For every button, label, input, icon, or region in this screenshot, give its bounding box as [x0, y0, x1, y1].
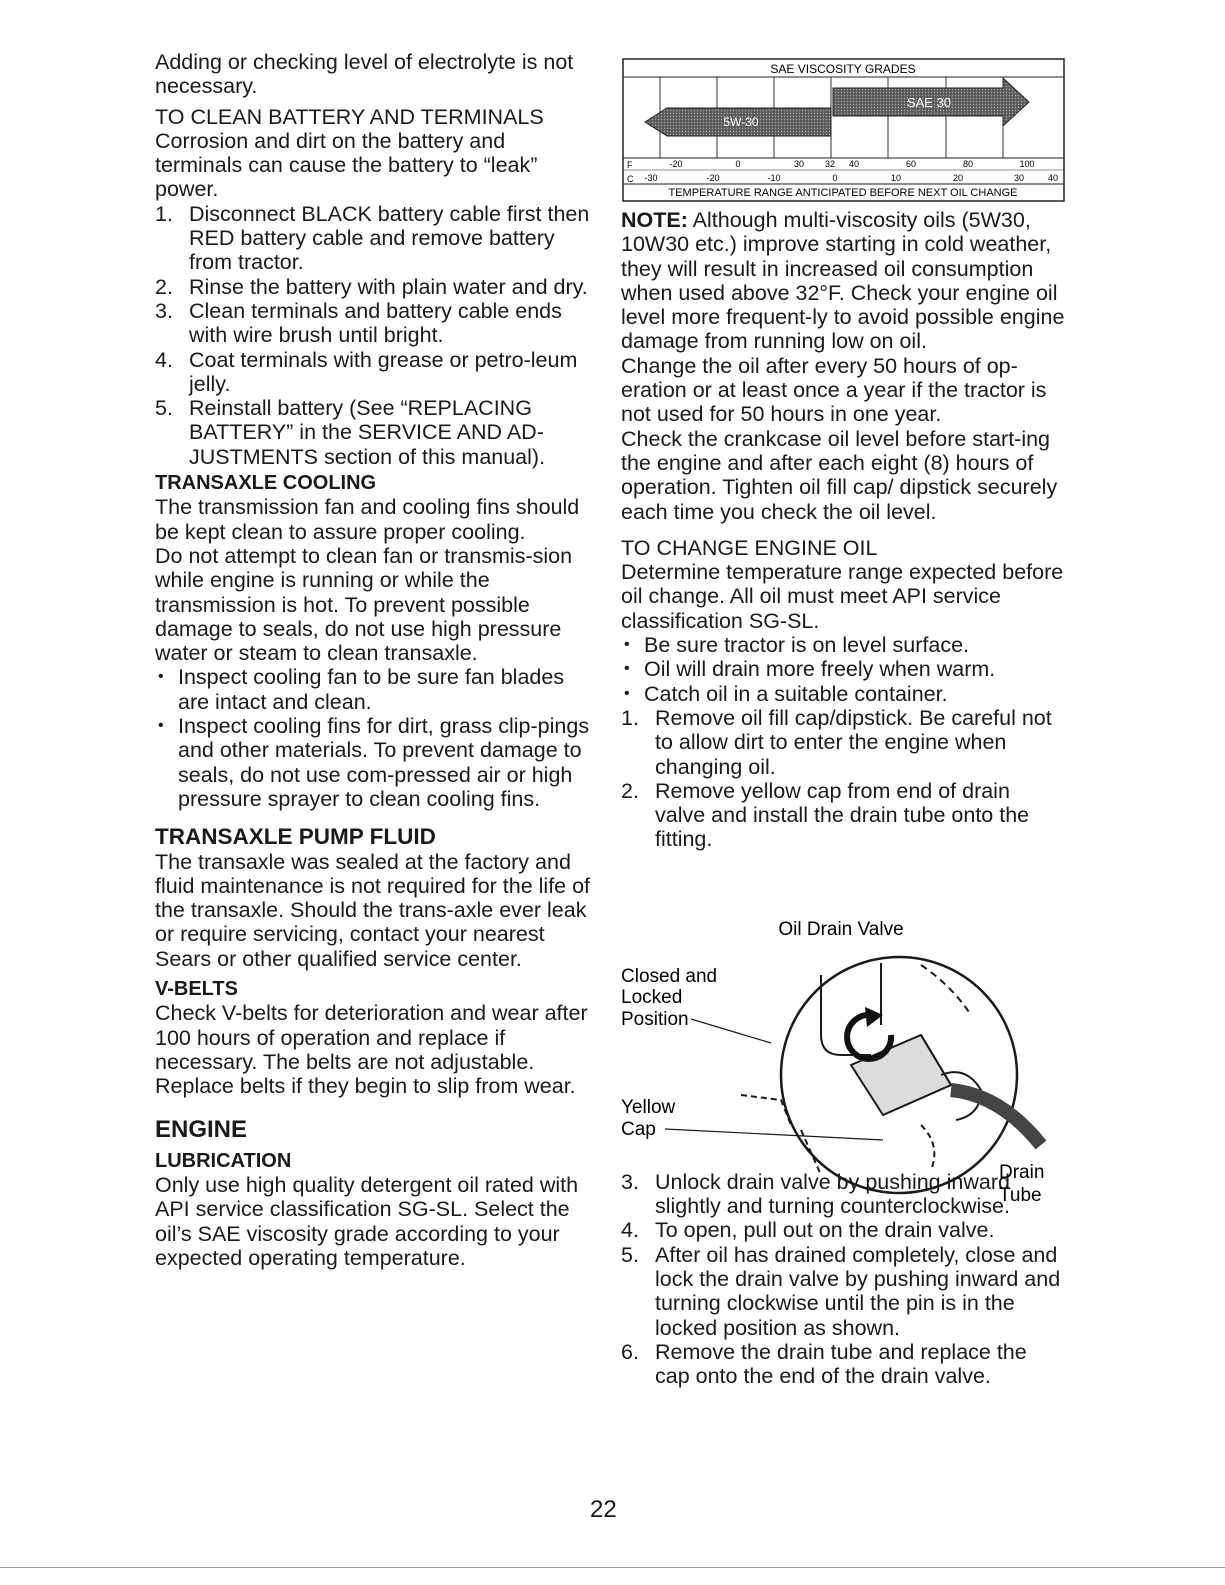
- c-tick: 30: [1013, 173, 1025, 183]
- f-tick: 0: [735, 159, 741, 169]
- label-closed-locked-line2: Locked: [621, 987, 683, 1008]
- list-item: • Be sure tractor is on level surface.: [624, 633, 970, 658]
- f-tick: 60: [905, 159, 917, 169]
- list-item: 5. After oil has drained completely, close and lock the drain valve by pushing inward and turning clockwise until the pin is in the locked position as shown.: [621, 1242, 1061, 1340]
- list-item: 1. Disconnect BLACK battery cable first then RED battery cable and remove battery from tractor.: [155, 201, 590, 275]
- cooling-bullets: [155, 665, 595, 811]
- note-text: Although multi-viscosity oils (5W30, 10W30 etc.) improve starting in cold weather, they will result in increased oil consumption when used above 32°F. Check your engine oil level more frequent-ly to avoid possible engine damage from running low on oil.: [621, 208, 1065, 354]
- note-label: NOTE:: [621, 208, 688, 232]
- f-tick: 100: [1019, 159, 1035, 169]
- list-item: 1. Remove oil fill cap/dipstick. Be careful not to allow dirt to enter the engine when changing oil.: [621, 705, 1052, 779]
- list-item: • Oil will drain more freely when warm.: [624, 657, 996, 682]
- list-item: • Catch oil in a suitable container.: [624, 681, 948, 706]
- bottom-rule: [0, 1567, 1225, 1568]
- engine-heading: ENGINE: [155, 1116, 248, 1144]
- c-tick: -10: [767, 173, 781, 183]
- c-scale-label: C: [627, 174, 634, 184]
- chart-caption: TEMPERATURE RANGE ANTICIPATED BEFORE NEXT OIL CHANGE: [668, 187, 1018, 199]
- f-tick: -20: [669, 159, 683, 169]
- c-tick: 20: [952, 173, 964, 183]
- transaxle-cooling-text: The transmission fan and cooling fins should be kept clean to assure proper cooling.: [155, 495, 580, 544]
- list-item: 3. Unlock drain valve by pushing inward slightly and turning counterclockwise.: [621, 1169, 1010, 1219]
- leader-line-closed: [691, 1019, 771, 1043]
- lubrication-text: Only use high quality detergent oil rated with API service classification SG-SL. Select the oil’s SAE viscosity grade according to your expected operating temperature.: [155, 1173, 579, 1270]
- transaxle-pump-fluid-text: The transaxle was sealed at the factory and fluid maintenance is not required for the life of the transaxle. Should the trans-axle ever leak or require servicing, contact your nearest Sears or other qualified service center.: [155, 849, 591, 971]
- c-tick: -20: [706, 173, 720, 183]
- transaxle-cooling-warning: Do not attempt to clean fan or transmis-sion while engine is running or while the transmission is hot. To prevent possible damage to seals, do not use high pressure water or steam to clean transaxle.: [155, 543, 573, 666]
- transaxle-pump-fluid-heading: TRANSAXLE PUMP FLUID: [155, 824, 436, 850]
- left-column: [155, 50, 595, 1270]
- list-item: 2. Rinse the battery with plain water and dry.: [155, 274, 588, 299]
- list-item: • Inspect cooling fan to be sure fan blades are intact and clean.: [158, 665, 565, 714]
- lubrication-heading: LUBRICATION: [155, 1149, 292, 1172]
- label-drain-tube: Drain: [999, 1162, 1045, 1183]
- label-closed-locked-line3: Position: [621, 1009, 689, 1030]
- list-item: 2. Remove yellow cap from end of drain valve and install the drain tube onto the fitting.: [621, 778, 1030, 852]
- v-belts-text: Check V-belts for deterioration and wear after 100 hours of operation and replace if necessary. The belts are not adjustable. Replace belts if they begin to slip from wear.: [155, 1001, 588, 1099]
- f-tick: 32: [824, 159, 836, 169]
- f-tick: 40: [848, 159, 860, 169]
- leader-line-yellow-cap: [665, 1129, 883, 1140]
- f-tick: 30: [793, 159, 805, 169]
- change-engine-oil-heading: TO CHANGE ENGINE OIL: [621, 535, 878, 560]
- chart-title: SAE VISCOSITY GRADES: [770, 62, 916, 76]
- oil-change-interval-text: Change the oil after every 50 hours of op-eration or at least once a year if the tractor is not used for 50 hours in one year.: [621, 353, 1047, 427]
- c-tick: 40: [1047, 173, 1059, 183]
- diagram-title: Oil Drain Valve: [778, 919, 904, 940]
- c-tick: 0: [832, 173, 838, 183]
- oil-drain-valve-diagram: [621, 915, 1066, 1215]
- electrolyte-intro: Adding or checking level of electrolyte is not necessary.: [155, 50, 574, 99]
- f-scale-label: F: [627, 160, 633, 170]
- list-item: • Inspect cooling fins for dirt, grass clip-pings and other materials. To prevent damage to seals, do not use com-pressed air or high pressure sprayer to clean cooling fins.: [158, 714, 590, 811]
- label-drain-tube-line2: Tube: [999, 1185, 1042, 1206]
- list-item: 4. To open, pull out on the drain valve.: [621, 1218, 995, 1243]
- label-closed-locked: Closed and: [621, 966, 718, 987]
- list-item: 3. Clean terminals and battery cable ends with wire brush until bright.: [155, 298, 562, 348]
- f-tick: 80: [962, 159, 974, 169]
- bar-sae30-label: SAE 30: [906, 95, 952, 110]
- oil-check-text: Check the crankcase oil level before start-ing the engine and after each eight (8) hours of operation. Tighten oil fill cap/ dipstick securely each time you check the oil level.: [621, 426, 1058, 524]
- change-oil-bullets: [621, 633, 1066, 706]
- change-oil-steps-a: [621, 706, 1066, 852]
- c-tick: 10: [890, 173, 902, 183]
- clean-battery-heading: TO CLEAN BATTERY AND TERMINALS: [155, 104, 544, 129]
- list-item: 5. Reinstall battery (See “REPLACING BATTERY” in the SERVICE AND AD-JUSTMENTS section of this manual).: [155, 396, 546, 469]
- v-belts-heading: V-BELTS: [155, 977, 238, 1000]
- label-yellow-cap: Yellow: [621, 1097, 676, 1118]
- c-tick: -30: [644, 173, 658, 183]
- page-number: 22: [590, 1496, 617, 1523]
- label-yellow-cap-line2: Cap: [621, 1119, 656, 1140]
- clean-battery-intro: Corrosion and dirt on the battery and terminals can cause the battery to “leak” power.: [155, 128, 538, 202]
- transaxle-cooling-heading: TRANSAXLE COOLING: [155, 472, 377, 495]
- bar-5w30-label: 5W-30: [723, 115, 759, 129]
- note-paragraph: [621, 208, 1066, 354]
- clean-battery-steps: [155, 202, 595, 469]
- change-engine-oil-intro: Determine temperature range expected before oil change. All oil must meet API service classification SG-SL.: [621, 560, 1064, 633]
- list-item: 4. Coat terminals with grease or petro-leum jelly.: [155, 347, 578, 396]
- chart-spacer: [621, 60, 1066, 208]
- list-item: 6. Remove the drain tube and replace the cap onto the end of the drain valve.: [621, 1339, 1027, 1389]
- valve-illustration: [741, 957, 1041, 1193]
